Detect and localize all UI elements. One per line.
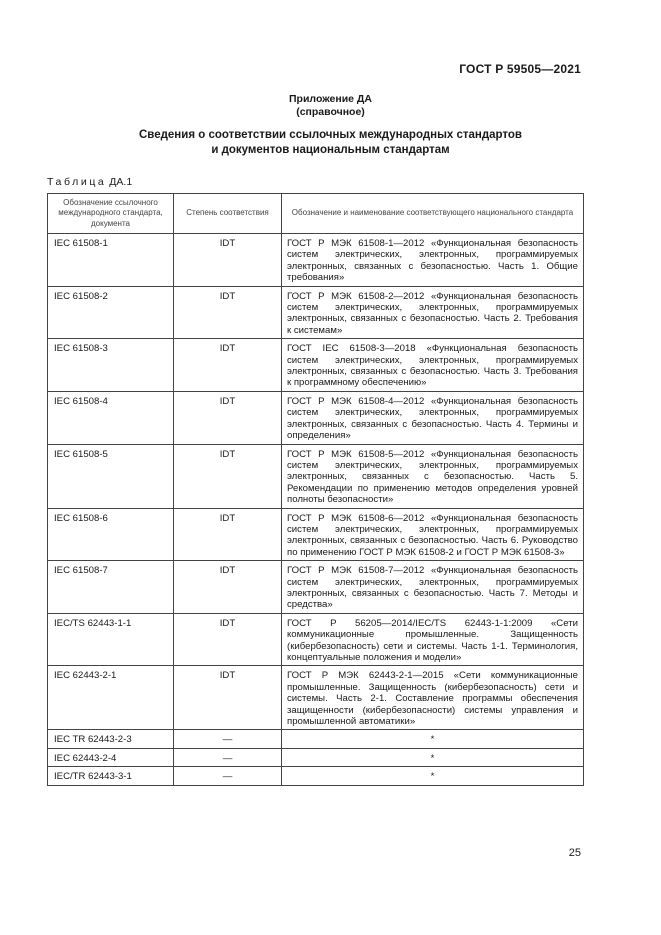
table-body [48, 234, 584, 786]
reference-standard-cell: IEC 61508-4 [48, 391, 174, 444]
national-standard-cell: ГОСТ IEC 61508-3—2018 «Функциональная безопасность систем электрических, электронных, программируемых электронных, связанных с безопасностью. Часть 3. Требования к программному обеспечению» [282, 339, 584, 392]
reference-standard-cell: IEC TR 62443-2-3 [48, 730, 174, 748]
table-header-row [48, 194, 584, 234]
reference-standard-cell: IEC 61508-7 [48, 561, 174, 614]
national-standard-cell: ГОСТ Р МЭК 61508-1—2012 «Функциональная безопасность систем электрических, электронных, программируемых электронных, связанных с безопасностью. Часть 1. Общие требования» [282, 234, 584, 287]
table-label [47, 176, 132, 188]
table-row [48, 666, 584, 730]
degree-cell: IDT [174, 286, 282, 339]
reference-standard-cell: IEC 61508-6 [48, 508, 174, 561]
table-row [48, 613, 584, 666]
degree-cell: — [174, 748, 282, 766]
national-standard-cell: ГОСТ Р МЭК 61508-6—2012 «Функциональная безопасность систем электрических, электронных, программируемых электронных, связанных с безопасностью. Часть 6. Руководство по применению ГОСТ Р МЭК 61508-2 и ГОСТ Р МЭК 61508-3» [282, 508, 584, 561]
table-row [48, 730, 584, 748]
degree-cell: IDT [174, 666, 282, 730]
national-standard-cell: * [282, 730, 584, 748]
degree-cell: IDT [174, 391, 282, 444]
national-standard-cell: ГОСТ Р МЭК 62443-2-1—2015 «Сети коммуникационные промышленные. Защищенность (кибербезопасность) сети и системы. Часть 2-1. Составление программы обеспечения защищенности (кибербезопасности) системы управления и промышленной автоматики» [282, 666, 584, 730]
annex-heading [0, 93, 661, 119]
correspondence-table [47, 193, 584, 786]
table-row [48, 508, 584, 561]
degree-cell: — [174, 730, 282, 748]
degree-cell: IDT [174, 508, 282, 561]
reference-standard-cell: IEC 61508-2 [48, 286, 174, 339]
reference-standard-cell: IEC 61508-3 [48, 339, 174, 392]
table-label-word: Таблица [47, 176, 107, 188]
section-title [0, 128, 661, 158]
reference-standard-cell: IEC 61508-1 [48, 234, 174, 287]
document-id: ГОСТ Р 59505—2021 [459, 62, 581, 76]
table-row [48, 234, 584, 287]
table-row [48, 444, 584, 508]
header-national-standard: Обозначение и наименование соответствующего национального стандарта [282, 194, 584, 234]
header-reference-standard: Обозначение ссылочного международного стандарта, документа [48, 194, 174, 234]
table-label-number: ДА.1 [109, 176, 133, 188]
degree-cell: IDT [174, 339, 282, 392]
table-row [48, 286, 584, 339]
section-title-line-2: и документов национальным стандартам [211, 144, 450, 156]
national-standard-cell: ГОСТ Р МЭК 61508-2—2012 «Функциональная безопасность систем электрических, электронных, программируемых электронных, связанных с безопасностью. Часть 2. Требования к системам» [282, 286, 584, 339]
degree-cell: IDT [174, 234, 282, 287]
degree-cell: IDT [174, 561, 282, 614]
table-row [48, 339, 584, 392]
annex-subtitle: (справочное) [296, 106, 365, 118]
national-standard-cell: ГОСТ Р 56205—2014/IEC/TS 62443-1-1:2009 «Сети коммуникационные промышленные. Защищенность (кибербезопасность) сети и системы. Часть 1-1. Терминология, концептуальные положения и модели» [282, 613, 584, 666]
page-number: 25 [568, 847, 581, 859]
reference-standard-cell: IEC 62443-2-4 [48, 748, 174, 766]
degree-cell: IDT [174, 613, 282, 666]
national-standard-cell: ГОСТ Р МЭК 61508-4—2012 «Функциональная безопасность систем электрических, электронных, программируемых электронных, связанных с безопасностью. Часть 4. Термины и определения» [282, 391, 584, 444]
reference-standard-cell: IEC 61508-5 [48, 444, 174, 508]
reference-standard-cell: IEC 62443-2-1 [48, 666, 174, 730]
table-row [48, 391, 584, 444]
annex-title: Приложение ДА [289, 93, 372, 105]
reference-standard-cell: IEC/TR 62443-3-1 [48, 767, 174, 785]
section-title-line-1: Сведения о соответствии ссылочных международных стандартов [138, 129, 522, 141]
degree-cell: — [174, 767, 282, 785]
national-standard-cell: * [282, 767, 584, 785]
table-row [48, 767, 584, 785]
reference-standard-cell: IEC/TS 62443-1-1 [48, 613, 174, 666]
national-standard-cell: * [282, 748, 584, 766]
header-degree-of-correspondence: Степень соответствия [174, 194, 282, 234]
table-row [48, 748, 584, 766]
degree-cell: IDT [174, 444, 282, 508]
national-standard-cell: ГОСТ Р МЭК 61508-5—2012 «Функциональная безопасность систем электрических, электронных, программируемых электронных, связанных с безопасностью. Часть 5. Рекомендации по применению методов определения уровней полноты безопасности» [282, 444, 584, 508]
table-row [48, 561, 584, 614]
national-standard-cell: ГОСТ Р МЭК 61508-7—2012 «Функциональная безопасность систем электрических, электронных, программируемых электронных, связанных с безопасностью. Часть 7. Методы и средства» [282, 561, 584, 614]
